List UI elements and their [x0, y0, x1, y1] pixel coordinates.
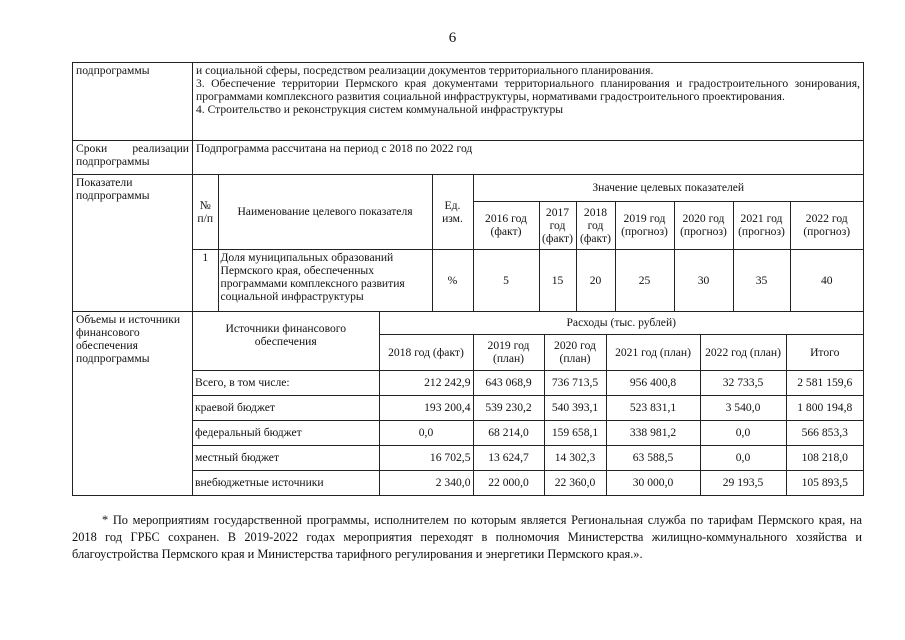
funding-source-name: краевой бюджет [193, 395, 379, 420]
funding-value: 523 831,1 [606, 395, 700, 420]
funding-group-header: Расходы (тыс. рублей) [379, 312, 863, 334]
funding-value: 22 360,0 [544, 470, 606, 495]
funding-value: 3 540,0 [700, 395, 786, 420]
funding-value: 539 230,2 [473, 395, 544, 420]
funding-table [193, 312, 863, 495]
indicator-value-2018: 20 [576, 249, 615, 311]
funding-value: 159 658,1 [544, 420, 606, 445]
funding-row-extrabudget [193, 470, 863, 495]
funding-source-name: местный бюджет [193, 445, 379, 470]
indicator-value-2016: 5 [473, 249, 539, 311]
funding-value: 22 000,0 [473, 470, 544, 495]
funding-value: 540 393,1 [544, 395, 606, 420]
indicator-no: 1 [193, 249, 218, 311]
footnote: * По мероприятиям государственной программы, исполнителем по которым является Региональная служба по тарифам Пермского края, на 2018 год ГРБС сохранен. В 2019-2022 годах мероприятия переходят в полномочия Министерства жилищно-коммунального хозяйства и благоустройства Пермского края и Министерства тарифного регулирования и энергетики Пермского края.». [72, 513, 862, 561]
funding-value: 32 733,5 [700, 370, 786, 395]
funding-value: 736 713,5 [544, 370, 606, 395]
indicators-year-2021: 2021 год (прогноз) [733, 201, 790, 249]
indicators-year-2018: 2018 год (факт) [576, 201, 615, 249]
funding-col-source: Источники финансового обеспечения [193, 312, 379, 370]
tasks-line-3: 4. Строительство и реконструкция систем коммунальной инфраструктуры [196, 103, 564, 116]
terms-text: Подпрограмма рассчитана на период с 2018 по 2022 год [193, 141, 864, 175]
indicator-value-2021: 35 [733, 249, 790, 311]
indicators-col-unit: Ед. изм. [432, 175, 473, 249]
indicators-year-2020: 2020 год (прогноз) [674, 201, 733, 249]
indicator-name: Доля муниципальных образований Пермского края, обеспеченных программами комплексного развития социальной инфраструктуры [218, 249, 432, 311]
funding-row-regional [193, 395, 863, 420]
tasks-line-1: и социальной сферы, посредством реализации документов территориального планирования. [196, 64, 654, 77]
funding-value: 0,0 [379, 420, 473, 445]
tasks-line-2: 3. Обеспечение территории Пермского края документами территориального планирования и градостроительного зонирования, программами комплексного развития социальной инфраструктуры, нормативами градостроительного проектирования. [196, 77, 860, 103]
funding-value: 0,0 [700, 420, 786, 445]
funding-year-2018: 2018 год (факт) [379, 334, 473, 370]
funding-source-name: федеральный бюджет [193, 420, 379, 445]
funding-value: 1 800 194,8 [786, 395, 863, 420]
funding-value: 63 588,5 [606, 445, 700, 470]
funding-value: 643 068,9 [473, 370, 544, 395]
funding-row-local [193, 445, 863, 470]
funding-value: 338 981,2 [606, 420, 700, 445]
indicators-year-2019: 2019 год (прогноз) [615, 201, 674, 249]
funding-row-federal [193, 420, 863, 445]
indicators-row [73, 175, 864, 312]
funding-year-2019: 2019 год (план) [473, 334, 544, 370]
terms-label [73, 141, 193, 175]
indicator-unit: % [432, 249, 473, 311]
funding-value: 2 581 159,6 [786, 370, 863, 395]
funding-source-name: Всего, в том числе: [193, 370, 379, 395]
funding-value: 16 702,5 [379, 445, 473, 470]
indicator-row [193, 249, 863, 311]
funding-value: 108 218,0 [786, 445, 863, 470]
indicators-table [193, 175, 863, 311]
indicators-year-2022: 2022 год (прогноз) [790, 201, 863, 249]
indicators-col-no: № п/п [193, 175, 218, 249]
indicators-group-header: Значение целевых показателей [473, 175, 863, 201]
funding-value: 212 242,9 [379, 370, 473, 395]
terms-label-text: Сроки реализации подпрограммы [76, 142, 189, 168]
funding-total: Итого [786, 334, 863, 370]
funding-value: 68 214,0 [473, 420, 544, 445]
indicators-label: Показатели подпрограммы [73, 175, 193, 312]
funding-row-total [193, 370, 863, 395]
tasks-row [73, 63, 864, 141]
funding-label: Объемы и источники финансового обеспечения подпрограммы [73, 312, 193, 496]
page-number: 6 [448, 30, 457, 46]
funding-cell [193, 312, 864, 496]
tasks-text [193, 63, 864, 141]
funding-value: 13 624,7 [473, 445, 544, 470]
indicator-value-2022: 40 [790, 249, 863, 311]
funding-value: 956 400,8 [606, 370, 700, 395]
funding-year-2022: 2022 год (план) [700, 334, 786, 370]
funding-value: 566 853,3 [786, 420, 863, 445]
indicator-value-2017: 15 [539, 249, 576, 311]
terms-row [73, 141, 864, 175]
funding-value: 29 193,5 [700, 470, 786, 495]
indicators-year-2017: 2017 год (факт) [539, 201, 576, 249]
funding-year-2021: 2021 год (план) [606, 334, 700, 370]
indicators-year-2016: 2016 год (факт) [473, 201, 539, 249]
tasks-label: подпрограммы [73, 63, 193, 141]
indicator-value-2020: 30 [674, 249, 733, 311]
passport-table [72, 62, 864, 496]
indicator-value-2019: 25 [615, 249, 674, 311]
funding-value: 30 000,0 [606, 470, 700, 495]
indicators-col-name: Наименование целевого показателя [218, 175, 432, 249]
indicators-cell [193, 175, 864, 312]
funding-value: 0,0 [700, 445, 786, 470]
funding-value: 2 340,0 [379, 470, 473, 495]
funding-row [73, 312, 864, 496]
funding-source-name: внебюджетные источники [193, 470, 379, 495]
funding-value: 193 200,4 [379, 395, 473, 420]
funding-value: 14 302,3 [544, 445, 606, 470]
funding-year-2020: 2020 год (план) [544, 334, 606, 370]
funding-value: 105 893,5 [786, 470, 863, 495]
